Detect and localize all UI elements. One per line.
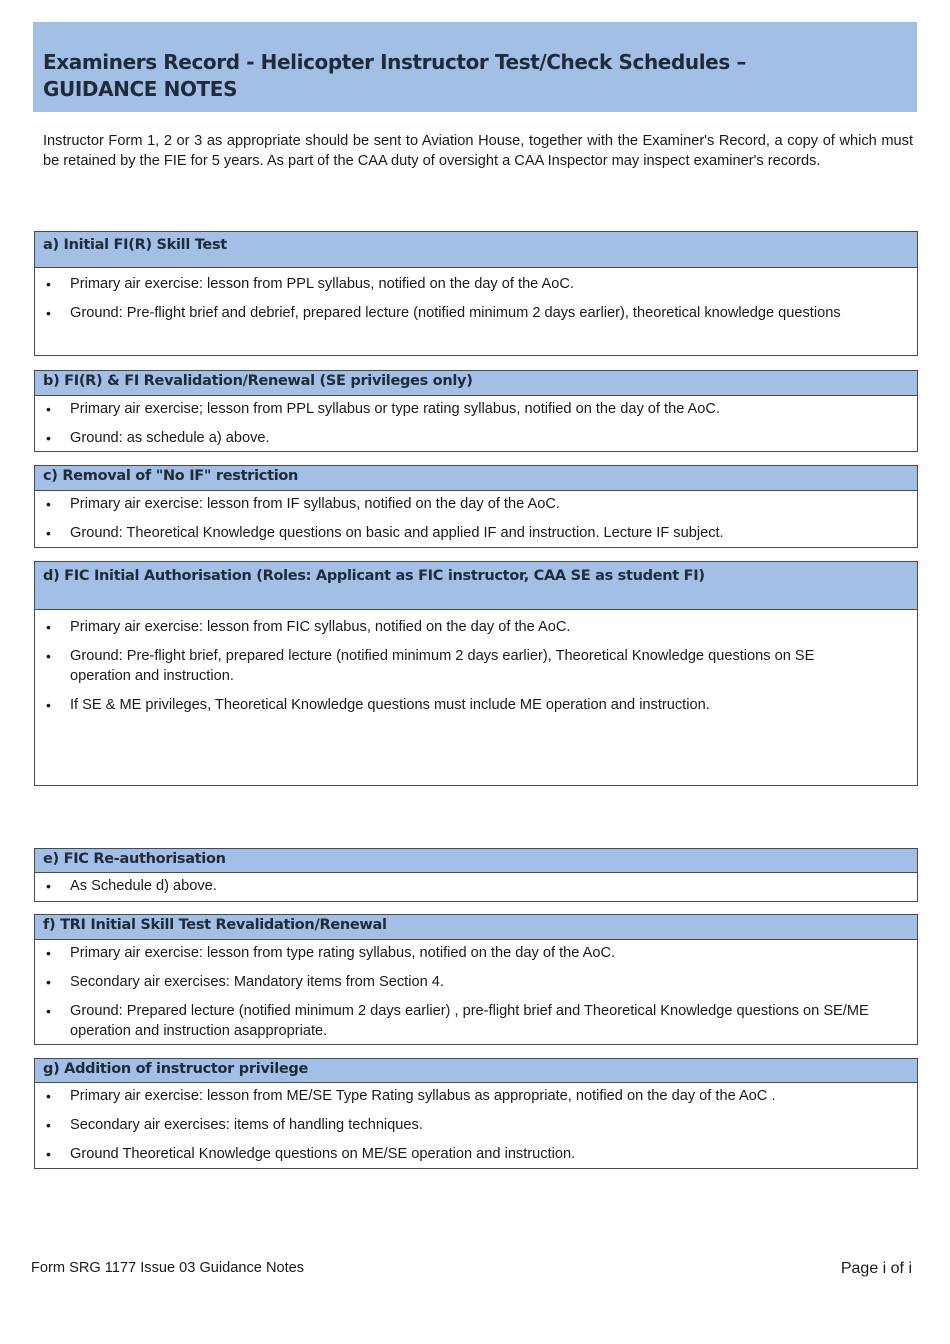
title-band xyxy=(33,22,917,112)
bullet-icon: • xyxy=(46,430,51,446)
section-c xyxy=(34,465,918,548)
page-title-line1: Examiners Record - Helicopter Instructor Test/Check Schedules – xyxy=(43,50,746,74)
list-item: • Primary air exercise: lesson from ME/SE Type Rating syllabus as appropriate, notified on the day of the AoC . xyxy=(35,1087,917,1107)
list-item: • Ground: Pre-flight brief and debrief, prepared lecture (notified minimum 2 days earlier), theoretical knowledge questions xyxy=(35,304,917,324)
bullet-icon: • xyxy=(46,1146,51,1162)
list-item: • Secondary air exercises: items of handling techniques. xyxy=(35,1116,917,1136)
bullet-icon: • xyxy=(46,945,51,961)
section-e xyxy=(34,848,918,902)
intro-paragraph: Instructor Form 1, 2 or 3 as appropriate should be sent to Aviation House, together with the Examiner's Record, a copy of which must be retained by the FIE for 5 years. As part of the CAA duty of oversight a CAA Inspector may inspect examiner's records. xyxy=(43,133,913,169)
bullet-icon: • xyxy=(46,276,51,292)
footer-form-id: Form SRG 1177 Issue 03 Guidance Notes xyxy=(31,1260,305,1276)
section-d-heading: d) FIC Initial Authorisation (Roles: Applicant as FIC instructor, CAA SE as student FI) xyxy=(35,562,917,610)
section-c-heading: c) Removal of "No IF" restriction xyxy=(35,466,917,491)
bullet-icon: • xyxy=(46,496,51,512)
list-item: • Secondary air exercises: Mandatory items from Section 4. xyxy=(35,973,917,993)
list-item: • Primary air exercise: lesson from IF syllabus, notified on the day of the AoC. xyxy=(35,495,917,515)
list-item: • Primary air exercise; lesson from PPL syllabus or type rating syllabus, notified on the day of the AoC. xyxy=(35,400,917,420)
bullet-icon: • xyxy=(46,648,51,664)
section-b xyxy=(34,370,918,452)
list-item: • As Schedule d) above. xyxy=(35,877,917,897)
list-item: • Ground: Prepared lecture (notified minimum 2 days earlier) , pre-flight brief and Theoretical Knowledge questions on SE/ME operation and instruction asappropriate. xyxy=(46,1003,869,1039)
list-item: • Ground: as schedule a) above. xyxy=(35,429,917,449)
section-g xyxy=(34,1058,918,1169)
section-b-heading: b) FI(R) & FI Revalidation/Renewal (SE privileges only) xyxy=(35,371,917,396)
list-item: • Primary air exercise: lesson from FIC syllabus, notified on the day of the AoC. xyxy=(35,618,917,638)
list-item: • Ground: Pre-flight brief, prepared lecture (notified minimum 2 days earlier), Theoretical Knowledge questions on SE operation and instruction. xyxy=(46,648,815,684)
bullet-icon: • xyxy=(46,619,51,635)
bullet-icon: • xyxy=(46,1003,51,1019)
section-a xyxy=(34,231,918,356)
section-f-heading: f) TRI Initial Skill Test Revalidation/Renewal xyxy=(35,915,917,940)
bullet-icon: • xyxy=(46,401,51,417)
bullet-icon: • xyxy=(46,878,51,894)
bullet-icon: • xyxy=(46,1117,51,1133)
section-f-list xyxy=(35,940,917,1041)
page-title-line2: GUIDANCE NOTES xyxy=(43,77,238,101)
bullet-icon: • xyxy=(46,974,51,990)
footer-page-number: Page i of i xyxy=(840,1260,912,1277)
section-b-list xyxy=(35,396,917,449)
section-a-heading: a) Initial FI(R) Skill Test xyxy=(35,232,917,268)
section-e-heading: e) FIC Re-authorisation xyxy=(35,849,917,873)
list-item: • Ground Theoretical Knowledge questions on ME/SE operation and instruction. xyxy=(35,1145,917,1165)
section-a-list xyxy=(35,268,917,324)
section-g-list xyxy=(35,1083,917,1165)
bullet-icon: • xyxy=(46,1088,51,1104)
bullet-icon: • xyxy=(46,305,51,321)
bullet-icon: • xyxy=(46,525,51,541)
section-f xyxy=(34,914,918,1045)
section-e-list xyxy=(35,873,917,897)
section-c-list xyxy=(35,491,917,544)
section-g-heading: g) Addition of instructor privilege xyxy=(35,1059,917,1083)
list-item: • If SE & ME privileges, Theoretical Knowledge questions must include ME operation and instruction. xyxy=(35,696,917,716)
list-item: • Primary air exercise: lesson from type rating syllabus, notified on the day of the AoC. xyxy=(35,944,917,964)
list-item: • Ground: Theoretical Knowledge questions on basic and applied IF and instruction. Lecture IF subject. xyxy=(35,524,917,544)
section-d-list xyxy=(35,610,917,715)
section-d xyxy=(34,561,918,786)
list-item: • Primary air exercise: lesson from PPL syllabus, notified on the day of the AoC. xyxy=(35,275,917,295)
bullet-icon: • xyxy=(46,696,51,713)
